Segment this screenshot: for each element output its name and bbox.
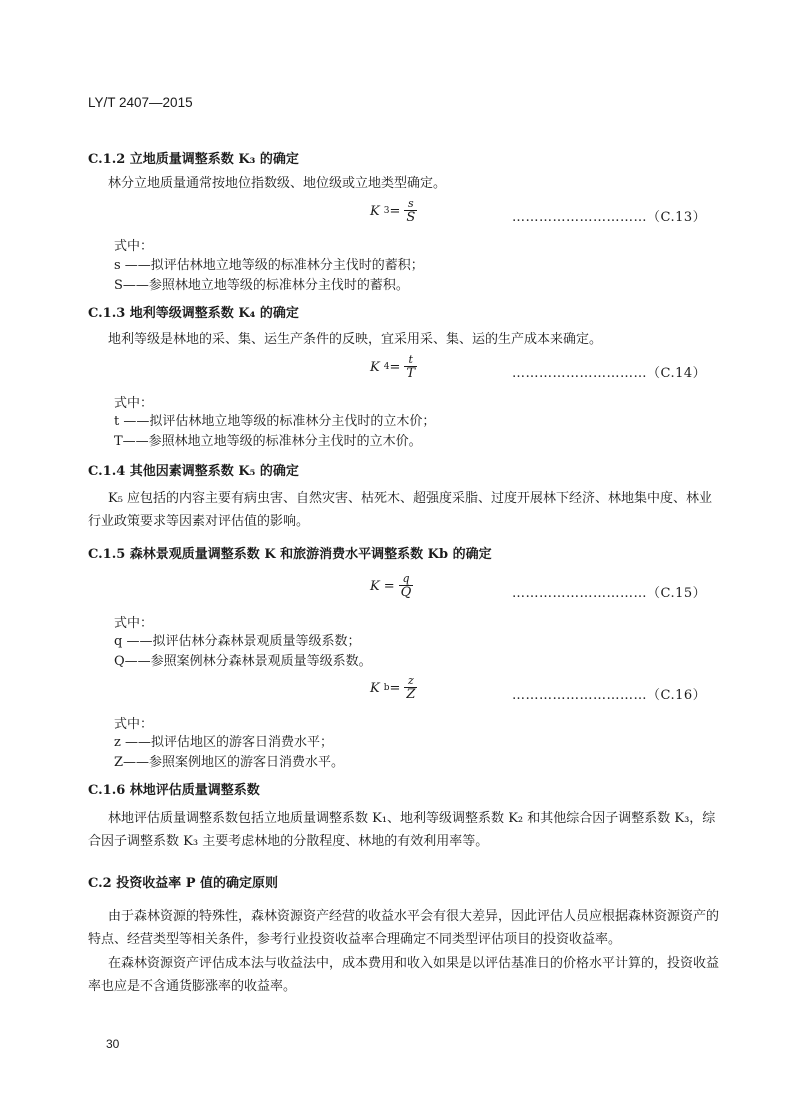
formula-equals: = (389, 359, 401, 375)
where-label: 式中： (114, 396, 154, 411)
section-heading-c2: C.2 投资收益率 P 值的确定原则 (88, 876, 279, 891)
section-body-c16: 林地评估质量调整系数包括立地质量调整系数 K₁、地利等级调整系数 K₂ 和其他综合因子调整系数 K₃，综合因子调整系数 K₃ 主要考虑林地的分散程度、林地的有效利用率等。 (88, 811, 716, 849)
definition-line: z ——拟评估地区的游客日消费水平； (114, 735, 333, 750)
formula-lhs: K (370, 203, 380, 219)
formula-fraction (404, 198, 417, 224)
definition-line: s ——拟评估林地立地等级的标准林分主伐时的蓄积； (114, 258, 424, 273)
formula-equals: = (383, 578, 395, 594)
formula-lhs: K (370, 359, 380, 375)
definition-line: T——参照林地立地等级的标准林分主伐时的立木价。 (114, 434, 422, 449)
equation-number-c13: …………………………（C.13） (512, 210, 707, 225)
formula-equals: = (389, 680, 401, 696)
formula-denominator: Q (400, 585, 412, 600)
definition-line: Q——参照案例林分森林景观质量等级系数。 (114, 654, 372, 669)
equation-number-c16: …………………………（C.16） (512, 688, 707, 703)
formula-fraction (399, 573, 414, 599)
where-label: 式中： (114, 616, 154, 631)
section-intro-c13: 地利等级是林地的采、集、运生产条件的反映，宜采用采、集、运的生产成本来确定。 (108, 332, 603, 347)
formula-lhs: K (370, 680, 380, 696)
formula-fraction (404, 675, 417, 701)
standard-code: LY/T 2407—2015 (88, 95, 193, 110)
section-heading-c14: C.1.4 其他因素调整系数 K₅ 的确定 (88, 464, 299, 479)
formula-numerator: t (408, 353, 413, 366)
formula-denominator: Z (406, 687, 416, 702)
equation-number-c15: …………………………（C.15） (512, 586, 707, 601)
section-heading-c16: C.1.6 林地评估质量调整系数 (88, 783, 260, 798)
formula-fraction (404, 354, 417, 380)
formula-denominator: S (406, 210, 416, 225)
section-intro-c12: 林分立地质量通常按地位指数级、地位级或立地类型确定。 (108, 176, 447, 191)
section-heading-c13: C.1.3 地利等级调整系数 K₄ 的确定 (88, 306, 299, 321)
formula-lhs-subscript: b (383, 683, 390, 693)
formula-equals: = (389, 203, 401, 219)
formula-numerator: z (408, 674, 414, 687)
where-label: 式中： (114, 239, 154, 254)
page-number: 30 (106, 1037, 120, 1051)
formula-lhs: K (370, 578, 380, 594)
formula-c13 (370, 198, 417, 224)
where-label: 式中： (114, 717, 154, 732)
definition-line: q ——拟评估林分森林景观质量等级系数； (114, 634, 361, 649)
section-heading-c15: C.1.5 森林景观质量调整系数 K 和旅游消费水平调整系数 Kb 的确定 (88, 547, 492, 562)
formula-c16 (370, 675, 417, 701)
definition-line: S——参照林地立地等级的标准林分主伐时的蓄积。 (114, 278, 409, 293)
formula-numerator: q (402, 572, 410, 585)
definition-line: t ——拟评估林地立地等级的标准林分主伐时的立木价； (114, 414, 436, 429)
section-paragraph-c2-2: 在森林资源资产评估成本法与收益法中，成本费用和收入如果是以评估基准日的价格水平计算的，投资收益率也应是不含通货膨涨率的收益率。 (88, 956, 720, 994)
definition-line: Z——参照案例地区的游客日消费水平。 (114, 755, 345, 770)
section-heading-c12: C.1.2 立地质量调整系数 K₃ 的确定 (88, 152, 299, 167)
formula-c15 (370, 573, 413, 599)
formula-lhs-subscript: 3 (383, 206, 390, 216)
formula-numerator: s (407, 197, 414, 210)
formula-denominator: T (406, 366, 416, 381)
equation-number-c14: …………………………（C.14） (512, 366, 707, 381)
section-paragraph-c2-1: 由于森林资源的特殊性，森林资源资产经营的收益水平会有很大差异，因此评估人员应根据森林资源资产的特点、经营类型等相关条件，参考行业投资收益率合理确定不同类型评估项目的投资收益率。 (88, 909, 720, 947)
formula-lhs-subscript: 4 (383, 362, 390, 372)
formula-c14 (370, 354, 417, 380)
section-body-c14: K₅ 应包括的内容主要有病虫害、自然灾害、枯死木、超强度采脂、过度开展林下经济、林地集中度、林业行业政策要求等因素对评估值的影响。 (88, 491, 713, 529)
